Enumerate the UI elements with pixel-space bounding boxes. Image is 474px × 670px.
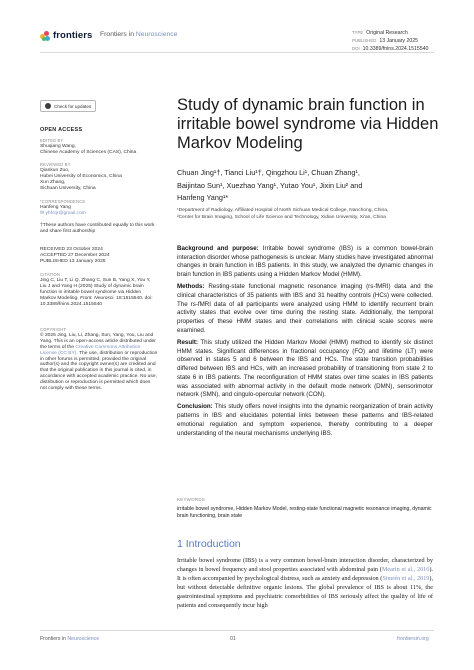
footer-journal[interactable]: Frontiers in Neuroscience xyxy=(40,636,100,642)
logo-text: frontiers xyxy=(53,30,93,41)
meta-type: TYPE Original Research xyxy=(352,30,408,36)
abstract xyxy=(177,245,433,442)
citation-link-simren[interactable]: Simrén et al., 2019 xyxy=(382,575,430,582)
dates-block: RECEIVED 23 October 2024 ACCEPTED 27 December 2024 PUBLISHED 13 January 2025 xyxy=(40,247,110,264)
keywords-text: irritable bowel syndrome, Hidden Markov Model, resting-state functional magnetic resonance imaging, dynamic brain functioning, brain state xyxy=(177,506,432,519)
frontiers-logo-icon xyxy=(40,31,50,41)
meta-doi: DOI 10.3389/fnins.2024.1515540 xyxy=(352,46,429,52)
introduction-paragraph: Irritable bowel syndrome (IBS) is a very common bowel-brain interaction disorder, characterized by changes in bowel frequency and stool properties associated with abdominal pain (Mearin et al., 2016). It is often accompanied by psychological distress, such as anxiety and depression (Simrén et al., 2019), but without detectable definitive organic lesions. The global prevalence of IBS is about 11%, the gastrointestinal symptoms and psychiatric comorbidities of IBS seriously affect the quality of life of patients and consequently incur high xyxy=(177,557,433,609)
journal-name-header[interactable] xyxy=(100,31,177,38)
citation-block: CITATION Jing C, Liu T, Li Q, Zhang C, Sun B, Yang X, You Y, Liu J and Yang H (2025) Study of dynamic brain function in irritable bowel syndrome via Hidden Markov Modeling. Front. Neurosci. 18:1515540. doi: 10.3389/fnins.2024.1515540 xyxy=(40,272,153,307)
edited-by-block: EDITED BY Shuqiang Wang, Chinese Academy of Sciences (CAS), China xyxy=(40,138,137,155)
article-meta xyxy=(352,29,428,53)
header-divider xyxy=(40,52,434,53)
abstract-conclusion: Conclusion: This study offers novel insights into the dynamic reorganization of brain activity patterns in IBS and elucidates potential links between these patterns and IBS-related emotional regulation and symptom experience, thereby contributing to a deeper understanding of the neural mechanisms underlying IBS. xyxy=(177,403,433,437)
copyright-block: COPYRIGHT © 2025 Jing, Liu, Li, Zhang, Sun, Yang, You, Liu and Yang. This is an open-access article distributed under the terms of the Creative Commons Attribution License (CC BY). The use, distribution or reproduction in other forums is permitted, provided the original author(s) and the copyright owner(s) are credited and that the original publication in this journal is cited, in accordance with accepted academic practice. No use, distribution or reproduction is permitted which does not comply with these terms. xyxy=(40,327,158,392)
equal-contribution-note: †These authors have contributed equally to this work and share first authorship xyxy=(40,223,155,234)
keywords-label: KEYWORDS xyxy=(177,497,206,502)
journal-name: Neuroscience xyxy=(135,31,178,38)
frontiersin-link[interactable]: frontiersin.org xyxy=(397,636,429,642)
abstract-result: Result: This study utilized the Hidden Markov Model (HMM) method to identify six distinct HMM states. Significant differences in fractional occupancy (FO) and lifetime (LT) were observed in states 5 and 6 between the IBS and HCs. The state transition probabilities differed between IBS and HCs, with an increased probability of transitioning from state 2 to state 6 in IBS patients. The reconfiguration of HMM states over time scales in IBS patients was associated with abnormal activity in the default mode network (DMN), sensorimotor network (SMN), and cingulo-opercular network (CON). xyxy=(177,339,433,399)
frontiers-logo[interactable] xyxy=(40,30,92,41)
article-title: Study of dynamic brain function in irritable bowel syndrome via Hidden Markov Modeling xyxy=(177,96,439,152)
footer-divider xyxy=(40,630,434,631)
email-link[interactable]: ✉ yhfctjr@gmail.com xyxy=(40,210,86,216)
journal-prefix: Frontiers in xyxy=(100,31,134,38)
open-access-label: OPEN ACCESS xyxy=(40,127,83,133)
abstract-background: Background and purpose: Irritable bowel syndrome (IBS) is a common bowel-brain interaction disorder whose pathogenesis is unclear. Many studies have investigated abnormal changes in brain function in IBS patients. In this study, we analyzed the dynamic changes in brain function in IBS patients using a Hidden Markov Model (HMM). xyxy=(177,245,433,279)
correspondence-block: *CORRESPONDENCE Hanfeng Yang ✉ yhfctjr@gmail.com xyxy=(40,199,160,217)
check-updates-label: Check for updates xyxy=(54,103,92,109)
meta-published: PUBLISHED 13 January 2025 xyxy=(352,38,419,44)
affiliations: ¹Department of Radiology, Affiliated Hospital of North Sichuan Medical College, Nanchong, China, ²Center for Brain Imaging, School of Life Science and Technology, Xidian University, Xi'an, China xyxy=(177,208,389,220)
author-list: Chuan Jing¹†, Tianci Liu¹†, Qingzhou Li¹, Chuan Zhang¹, Baijintao Sun¹, Xuezhao Yang¹, Yutao You¹, Jixin Liu² and Hanfeng Yang¹* xyxy=(177,168,363,202)
check-updates-icon xyxy=(45,103,51,109)
abstract-methods: Methods: Resting-state functional magnetic resonance imaging (rs-fMRI) data and the clinical characteristics of 35 patients with IBS and 31 healthy controls (HCs) were collected. The rs-fMRI data of all participants were analyzed using HMM to identify recurrent brain activity states that evolve over time during the resting state. Additionally, the temporal properties of these HMM states and their correlations with clinical scale scores were examined. xyxy=(177,283,433,334)
citation-link-mearin[interactable]: Mearin et al., 2016 xyxy=(381,566,430,573)
page-number: 01 xyxy=(230,636,236,642)
reviewed-by-block: REVIEWED BY Qiankun Zuo, Hubei University of Economics, China Xun Zhang, Sichuan University, China xyxy=(40,162,122,191)
section-heading-introduction: 1 Introduction xyxy=(177,538,241,550)
check-for-updates-button[interactable] xyxy=(40,100,96,112)
cc-by-license-link[interactable]: Creative Commons Attribution License (CC BY). xyxy=(40,344,141,356)
